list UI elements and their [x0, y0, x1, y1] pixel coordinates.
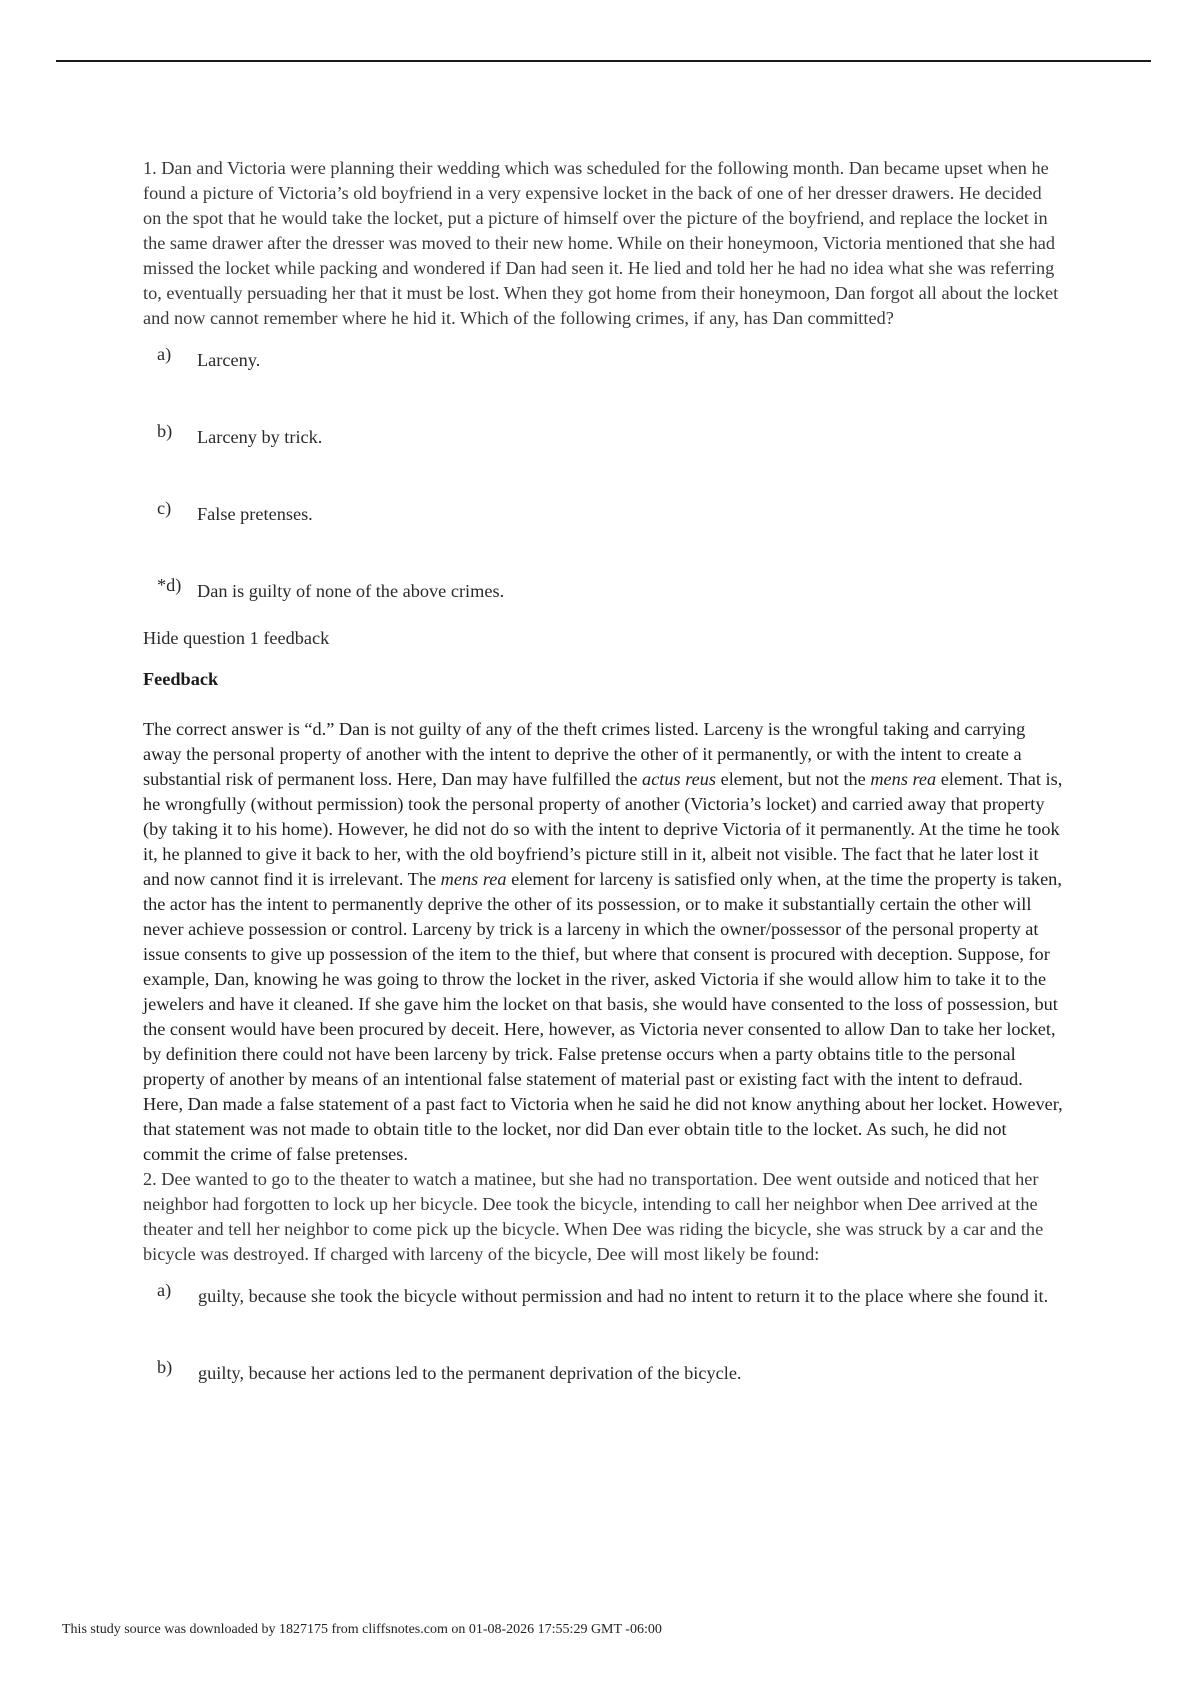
- option-text: False pretenses.: [197, 504, 313, 524]
- feedback-italic-term: mens rea: [870, 769, 937, 789]
- feedback-text: [143, 717, 1063, 1167]
- question-1-option-b: [143, 421, 1063, 498]
- question-2-option-a: [143, 1280, 1063, 1357]
- document-body: [143, 156, 1063, 1434]
- question-2-option-b: [143, 1357, 1063, 1434]
- option-text: Larceny.: [197, 350, 261, 370]
- option-letter: *d): [157, 575, 182, 595]
- option-text: guilty, because her actions led to the permanent deprivation of the bicycle.: [198, 1363, 742, 1383]
- question-1-text: 1. Dan and Victoria were planning their wedding which was scheduled for the following month. Dan became upset when he found a picture of Victoria’s old boyfriend in a very expensive locket in the back of one of her dresser drawers. He decided on the spot that he would take the locket, put a picture of himself over the picture of the boyfriend, and replace the locket in the same drawer after the dresser was moved to their new home. While on their honeymoon, Victoria mentioned that she had missed the locket while packing and wondered if Dan had seen it. He lied and told her he had no idea what she was referring to, eventually persuading her that it must be lost. When they got home from their honeymoon, Dan forgot all about the locket and now cannot remember where he hid it. Which of the following crimes, if any, has Dan committed?: [143, 158, 1059, 328]
- feedback-segment: element, but not the: [716, 769, 871, 789]
- option-letter: b): [157, 421, 173, 441]
- option-letter: b): [157, 1357, 173, 1377]
- feedback-segment: element for larceny is satisfied only when, at the time the property is taken, the actor has the intent to permanently deprive the other of its possession, or to make it substantially certain the other will never achieve possession or control. Larceny by trick is a larceny in which the owner/possessor of the personal property at issue consents to give up possession of the item to the thief, but where that consent is procured with deception. Suppose, for example, Dan, knowing he was going to throw the locket in the river, asked Victoria if she would allow him to take it to the jewelers and have it cleaned. If she gave him the locket on that basis, she would have consented to the loss of possession, but the consent would have been procured by deceit. Here, however, as Victoria never consented to allow Dan to take her locket, by definition there could not have been larceny by trick. False pretense occurs when a party obtains title to the personal property of another by means of an intentional false statement of material past or existing fact with the intent to defraud. Here, Dan made a false statement of a past fact to Victoria when he said he did not know anything about her locket. However, that statement was not made to obtain title to the locket, nor did Dan ever obtain title to the locket. As such, he did not commit the crime of false pretenses.: [143, 869, 1063, 1164]
- option-letter: c): [157, 498, 172, 518]
- option-letter: a): [157, 1280, 172, 1300]
- download-notice-footer: This study source was downloaded by 1827175 from cliffsnotes.com on 01-08-2026 17:55:29 GMT -06:00: [62, 1622, 662, 1637]
- feedback-italic-term: mens rea: [440, 869, 507, 889]
- option-text: Dan is guilty of none of the above crimes.: [197, 581, 505, 601]
- question-1-option-c: [143, 498, 1063, 575]
- question-1-option-a: [143, 344, 1063, 421]
- feedback-italic-term: actus reus: [642, 769, 717, 789]
- feedback-segment: element. That is, he wrongfully (without permission) took the personal property of another (Victoria’s locket) and carried away that property (by taking it to his home). However, he did not do so with the intent to deprive Victoria of it permanently. At the time he took it, he planned to give it back to her, with the old boyfriend’s picture still in it, albeit not visible. The fact that he later lost it and now cannot find it is irrelevant. The: [143, 769, 1063, 889]
- option-text: Larceny by trick.: [197, 427, 323, 447]
- hide-feedback-link[interactable]: Hide question 1 feedback: [143, 628, 330, 648]
- feedback-title: Feedback: [143, 669, 219, 689]
- feedback-segment: The correct answer is “d.” Dan is not guilty of any of the theft crimes listed. Larceny is the wrongful taking and carrying away the personal property of another with the intent to deprive the other of it permanently, or with the intent to create a substantial risk of permanent loss. Here, Dan may have fulfilled the: [143, 719, 1026, 789]
- option-letter: a): [157, 344, 172, 364]
- header-rule: [56, 60, 1151, 62]
- option-text: guilty, because she took the bicycle without permission and had no intent to return it to the place where she found it.: [198, 1286, 1049, 1306]
- question-1-option-d-correct: [143, 575, 1063, 626]
- question-2-text: 2. Dee wanted to go to the theater to watch a matinee, but she had no transportation. Dee went outside and noticed that her neighbor had forgotten to lock up her bicycle. Dee took the bicycle, intending to call her neighbor when Dee arrived at the theater and tell her neighbor to come pick up the bicycle. When Dee was riding the bicycle, she was struck by a car and the bicycle was destroyed. If charged with larceny of the bicycle, Dee will most likely be found:: [143, 1169, 1044, 1264]
